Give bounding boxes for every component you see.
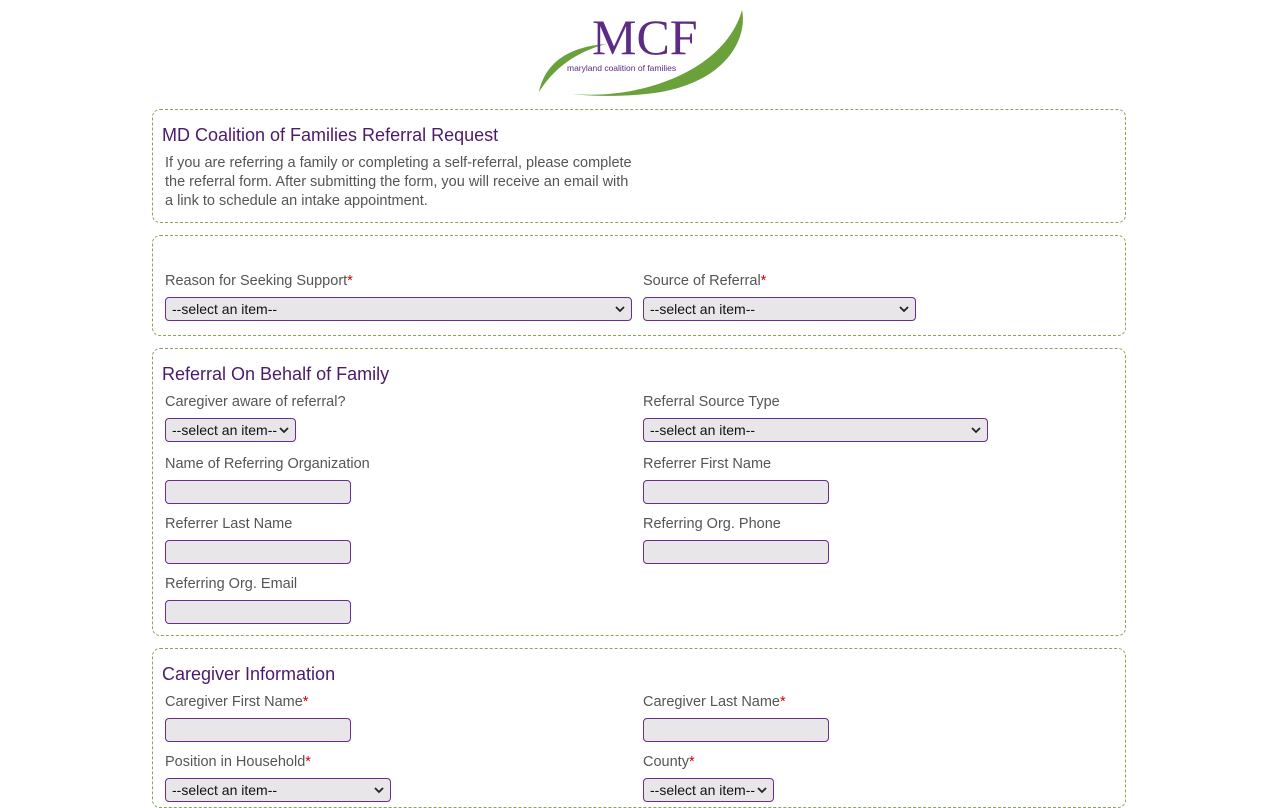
org-name-input[interactable] xyxy=(165,480,351,504)
position-label: Position in Household* xyxy=(165,754,311,770)
referrer-first-input[interactable] xyxy=(643,480,829,504)
reason-section xyxy=(152,235,1126,336)
chevron-down-icon xyxy=(756,784,768,796)
reason-label: Reason for Seeking Support* xyxy=(165,273,353,289)
referrer-last-label: Referrer Last Name xyxy=(165,516,293,532)
caregiver-first-field xyxy=(165,692,308,712)
position-field xyxy=(165,752,311,772)
form-title: MD Coalition of Families Referral Request xyxy=(162,125,499,145)
org-email-label: Referring Org. Email xyxy=(165,576,298,592)
referrer-last-input[interactable] xyxy=(165,540,351,564)
logo-tagline: maryland coalition of families xyxy=(567,63,677,73)
aware-label: Caregiver aware of referral? xyxy=(165,394,346,410)
source-field xyxy=(643,271,766,291)
caregiver-last-input[interactable] xyxy=(643,718,829,742)
required-mark: * xyxy=(302,694,309,710)
source-type-select[interactable]: --select an item-- xyxy=(643,418,988,442)
referrer-first-field xyxy=(643,454,771,474)
logo-letters: MCF xyxy=(592,9,698,65)
intro-section xyxy=(152,109,1126,223)
position-select[interactable]: --select an item-- xyxy=(165,778,391,802)
referrer-first-label: Referrer First Name xyxy=(643,456,772,472)
org-phone-input[interactable] xyxy=(643,540,829,564)
caregiver-section xyxy=(152,648,1126,808)
chevron-down-icon xyxy=(898,303,910,315)
source-label: Source of Referral* xyxy=(643,273,767,289)
required-mark: * xyxy=(780,694,786,710)
aware-select[interactable]: --select an item-- xyxy=(165,418,296,442)
caregiver-first-label: Caregiver First Name* xyxy=(165,694,309,710)
reason-select[interactable]: --select an item-- xyxy=(165,297,632,321)
mcf-logo xyxy=(536,8,748,98)
reason-field xyxy=(165,271,353,291)
required-mark: * xyxy=(688,754,695,770)
family-section-title: Referral On Behalf of Family xyxy=(162,364,390,384)
aware-field xyxy=(165,392,346,412)
source-type-label: Referral Source Type xyxy=(643,394,780,410)
chevron-down-icon xyxy=(970,424,982,436)
family-section xyxy=(152,348,1126,636)
org-phone-label: Referring Org. Phone xyxy=(643,516,781,532)
required-mark: * xyxy=(305,754,311,770)
chevron-down-icon xyxy=(278,424,290,436)
org-email-field xyxy=(165,574,297,594)
required-mark: * xyxy=(347,273,353,289)
chevron-down-icon xyxy=(373,784,385,796)
org-name-field xyxy=(165,454,370,474)
county-field xyxy=(643,752,695,772)
org-name-label: Name of Referring Organization xyxy=(165,456,370,472)
referrer-last-field xyxy=(165,514,292,534)
intro-text: If you are referring a family or completing a self-referral, please complete the referral form. After submitting the form, you will receive an email with a link to schedule an intake appointment. xyxy=(165,155,632,209)
org-email-input[interactable] xyxy=(165,600,351,624)
caregiver-last-field xyxy=(643,692,786,712)
caregiver-last-label: Caregiver Last Name* xyxy=(643,694,786,710)
caregiver-section-title: Caregiver Information xyxy=(162,664,336,684)
chevron-down-icon xyxy=(614,303,626,315)
source-type-field xyxy=(643,392,780,412)
county-select[interactable]: --select an item-- xyxy=(643,778,774,802)
source-select[interactable]: --select an item-- xyxy=(643,297,916,321)
county-label: County* xyxy=(643,754,695,770)
caregiver-first-input[interactable] xyxy=(165,718,351,742)
required-mark: * xyxy=(760,273,767,289)
org-phone-field xyxy=(643,514,781,534)
